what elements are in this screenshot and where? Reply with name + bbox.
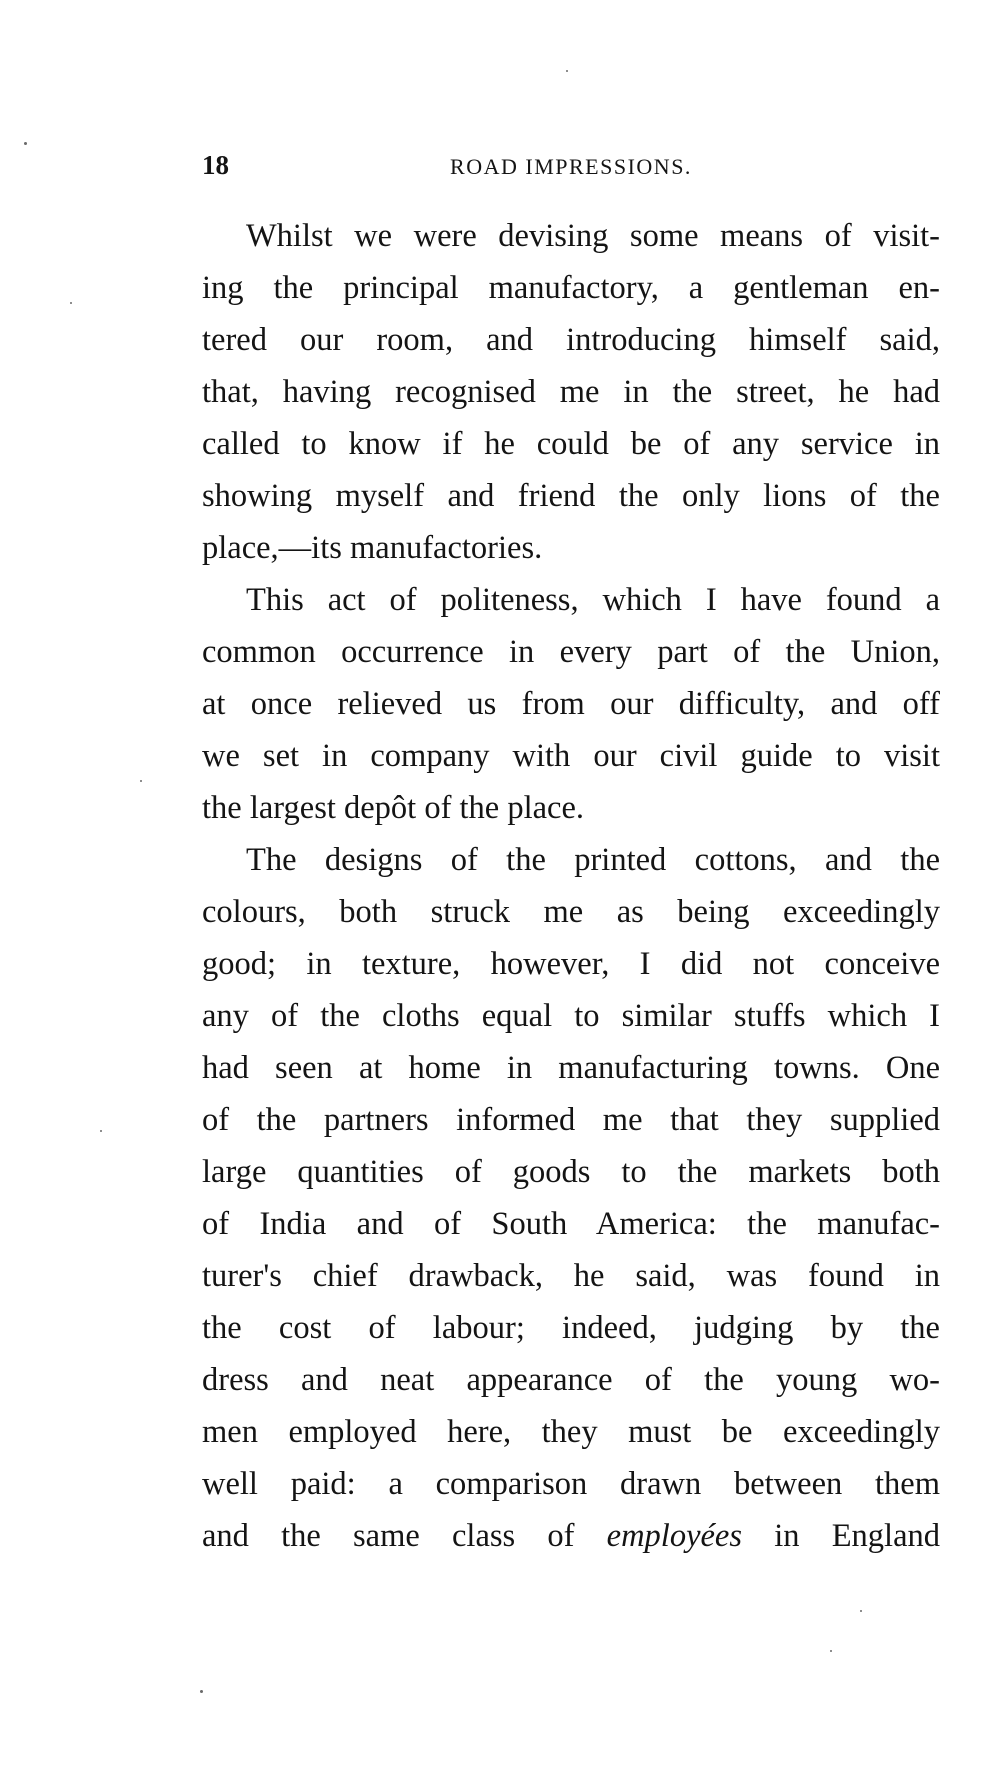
running-head: ROAD IMPRESSIONS. — [450, 154, 692, 179]
text-line: at once relieved us from our difficulty, and off — [202, 686, 940, 722]
last-line-start: and the same class of — [202, 1518, 575, 1554]
text-line: called to know if he could be of any service in — [202, 426, 940, 462]
text-line: tered our room, and introducing himself said, — [202, 322, 940, 358]
page-number: 18 — [202, 150, 229, 180]
text-line: common occurrence in every part of the Union, — [202, 634, 940, 670]
text-line: we set in company with our civil guide to visit — [202, 738, 940, 774]
page-header — [202, 150, 940, 190]
scan-speck — [100, 1130, 102, 1132]
text-line-last — [202, 1510, 940, 1562]
text-line: colours, both struck me as being exceedingly — [202, 894, 940, 930]
last-line-end: in England — [774, 1518, 941, 1554]
text-line: The designs of the printed cottons, and the — [246, 842, 940, 878]
text-line: had seen at home in manufacturing towns. One — [202, 1050, 940, 1086]
text-line: of India and of South America: the manufac- — [202, 1206, 940, 1242]
scan-speck — [860, 1610, 862, 1612]
text-line: the cost of labour; indeed, judging by the — [202, 1310, 940, 1346]
text-line: turer's chief drawback, he said, was found in — [202, 1258, 940, 1294]
text-line: of the partners informed me that they supplied — [202, 1102, 940, 1138]
text-line: This act of politeness, which I have found a — [246, 582, 940, 618]
scan-speck — [24, 142, 27, 145]
text-line: large quantities of goods to the markets both — [202, 1154, 940, 1190]
italic-word: employées — [606, 1518, 743, 1554]
text-line: dress and neat appearance of the young wo- — [202, 1362, 940, 1398]
scan-speck — [566, 70, 568, 72]
scan-speck — [70, 302, 72, 304]
scan-speck — [200, 1690, 203, 1693]
text-line: good; in texture, however, I did not conceive — [202, 946, 940, 982]
text-line: men employed here, they must be exceedingly — [202, 1414, 940, 1450]
text-line: place,—its manufactories. — [202, 530, 543, 566]
text-line: any of the cloths equal to similar stuffs which I — [202, 998, 940, 1034]
scan-speck — [140, 780, 142, 782]
text-line: Whilst we were devising some means of visit- — [246, 218, 940, 254]
text-line: the largest depôt of the place. — [202, 790, 585, 826]
text-line: showing myself and friend the only lions of the — [202, 478, 940, 514]
text-line: well paid: a comparison drawn between them — [202, 1466, 940, 1502]
text-line: that, having recognised me in the street, he had — [202, 374, 940, 410]
scan-speck — [830, 1650, 832, 1652]
text-line: ing the principal manufactory, a gentleman en- — [202, 270, 940, 306]
